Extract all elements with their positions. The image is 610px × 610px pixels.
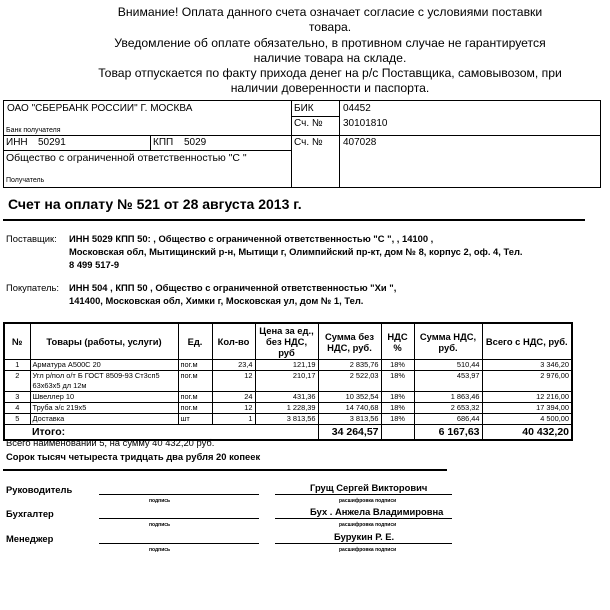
supplier-line: Московская обл, Мытищинский р-н, Мытищи г, Олимпийский пр-кт, дом № 8, корпус 2, оф. 4, Тел.: [69, 246, 523, 257]
bik-label: БИК: [294, 103, 314, 114]
notice-line: Товар отпускается по факту прихода денег на р/с Поставщика, самовывозом, при: [98, 66, 562, 81]
row-sum: 3 813,56: [318, 414, 381, 425]
row-total: 2 976,00: [482, 371, 572, 392]
row-number: 1: [4, 360, 30, 371]
row-price: 3 813,56: [255, 414, 318, 425]
row-number: 4: [4, 403, 30, 414]
corr-account-label: Сч. №: [294, 118, 323, 129]
row-vat-rate: 18%: [381, 360, 414, 371]
row-goods-name: Доставка: [30, 414, 178, 425]
signer-name: Бух . Анжела Владимировна: [310, 506, 444, 517]
totals-sum: 34 264,57: [318, 425, 381, 441]
signer-name: Грущ Сергей Викторович: [310, 482, 428, 493]
decode-line: [275, 518, 452, 519]
signature-caption: подпись: [149, 547, 171, 553]
row-price: 431,36: [255, 392, 318, 403]
signature-role: Менеджер: [6, 533, 54, 544]
row-price: 210,17: [255, 371, 318, 392]
row-goods-name: Труба э/с 219х5: [30, 403, 178, 414]
signature-role: Бухгалтер: [6, 508, 54, 519]
recipient-name: Общество с ограниченной ответственностью "С ": [6, 152, 247, 164]
buyer-label: Покупатель:: [6, 282, 59, 293]
row-vat-sum: 2 653,32: [414, 403, 482, 414]
row-unit: пог.м: [178, 371, 212, 392]
bik-value: 04452: [343, 103, 371, 114]
col-header-price: Цена за ед., без НДС, руб: [255, 323, 318, 360]
row-sum: 2 835,76: [318, 360, 381, 371]
signature-line[interactable]: [99, 518, 259, 519]
decode-line: [275, 543, 452, 544]
buyer-line: 141400, Московская обл, Химки г, Московская ул, дом № 1, Тел.: [69, 295, 364, 306]
row-total: 4 500,00: [482, 414, 572, 425]
account-value: 407028: [343, 137, 377, 148]
row-qty: 12: [212, 371, 255, 392]
totals-label: Итого:: [30, 425, 318, 441]
row-sum: 10 352,54: [318, 392, 381, 403]
buyer-block: [6, 281, 606, 311]
row-sum: 14 740,68: [318, 403, 381, 414]
col-header-goods: Товары (работы, услуги): [30, 323, 178, 360]
col-header-sum: Сумма без НДС, руб.: [318, 323, 381, 360]
col-header-qty: Кол-во: [212, 323, 255, 360]
row-qty: 24: [212, 392, 255, 403]
supplier-details: [69, 232, 523, 271]
supplier-line: ИНН 5029 КПП 50: , Общество с ограниченной ответственностью "С ", , 14100 ,: [69, 233, 434, 244]
divider: [291, 101, 292, 187]
inn-label: ИНН: [6, 137, 28, 148]
signature-caption: подпись: [149, 522, 171, 528]
signature-role: Руководитель: [6, 484, 73, 495]
row-unit: пог.м: [178, 403, 212, 414]
notice-line: Уведомление об оплате обязательно, в противном случае не гарантируется: [114, 35, 546, 50]
signature-line[interactable]: [99, 494, 259, 495]
col-header-vat-sum: Сумма НДС, руб.: [414, 323, 482, 360]
table-header-row: [4, 323, 572, 360]
invoice-title: Счет на оплату № 521 от 28 августа 2013 г.: [8, 196, 302, 212]
buyer-line: ИНН 504 , КПП 50 , Общество с ограниченной ответственностью "Хи ",: [69, 282, 397, 293]
bank-details-table: [3, 100, 601, 188]
recipient-caption: Получатель: [6, 177, 45, 184]
row-vat-rate: 18%: [381, 392, 414, 403]
notice-line: Внимание! Оплата данного счета означает согласие с условиями поставки: [117, 5, 543, 19]
row-vat-rate: 18%: [381, 414, 414, 425]
bank-name: ОАО "СБЕРБАНК РОССИИ" Г. МОСКВА: [7, 103, 193, 114]
row-total: 3 346,20: [482, 360, 572, 371]
supplier-block: [6, 232, 606, 272]
row-number: 3: [4, 392, 30, 403]
col-header-total: Всего с НДС, руб.: [482, 323, 572, 360]
table-row: [4, 414, 572, 425]
row-unit: пог.м: [178, 392, 212, 403]
totals-vat-rate: [381, 425, 414, 441]
notice-line: наличие товара на складе.: [253, 50, 407, 65]
row-vat-rate: 18%: [381, 403, 414, 414]
signature-caption: подпись: [149, 498, 171, 504]
row-qty: 23,4: [212, 360, 255, 371]
row-qty: 1: [212, 414, 255, 425]
summary-count: Всего наименований 5, на сумму 40 432,20 руб.: [6, 437, 215, 448]
account-label: Сч. №: [294, 137, 323, 148]
decode-line: [275, 494, 452, 495]
buyer-details: [69, 281, 396, 307]
supplier-label: Поставщик:: [6, 233, 57, 244]
kpp-value: 5029: [184, 137, 207, 148]
table-row: [4, 360, 572, 371]
row-goods-name: Арматура А500С 20: [30, 360, 178, 371]
row-price: 121,19: [255, 360, 318, 371]
divider: [339, 101, 340, 187]
supplier-line: 8 499 517-9: [69, 259, 120, 270]
row-vat-sum: 686,44: [414, 414, 482, 425]
inn-value: 50291: [38, 137, 66, 148]
divider: [4, 150, 291, 151]
col-header-vat-rate: НДС %: [381, 323, 414, 360]
row-number: 5: [4, 414, 30, 425]
row-vat-sum: 510,44: [414, 360, 482, 371]
title-rule: [3, 219, 585, 221]
row-unit: пог.м: [178, 360, 212, 371]
summary-words: Сорок тысяч четыреста тридцать два рубля 20 копеек: [6, 451, 261, 462]
row-qty: 12: [212, 403, 255, 414]
corr-account-value: 30101810: [343, 118, 388, 129]
divider: [150, 135, 151, 150]
divider: [291, 116, 339, 117]
decode-caption: расшифровка подписи: [339, 522, 397, 528]
divider: [4, 135, 600, 136]
row-vat-sum: 1 863,46: [414, 392, 482, 403]
notice-line: товара.: [308, 20, 352, 35]
goods-table: [3, 322, 573, 441]
row-goods-name: Угл р/пол о/т Б ГОСТ 8509-93 Ст3сп5 63х63х5 дл 12м: [30, 371, 178, 392]
summary-rule: [3, 469, 447, 471]
row-sum: 2 522,03: [318, 371, 381, 392]
table-row: [4, 392, 572, 403]
table-row: [4, 371, 572, 392]
row-unit: шт: [178, 414, 212, 425]
col-header-unit: Ед.: [178, 323, 212, 360]
decode-caption: расшифровка подписи: [339, 498, 397, 504]
row-total: 17 394,00: [482, 403, 572, 414]
totals-all: 40 432,20: [482, 425, 572, 441]
bank-caption: Банк получателя: [6, 127, 61, 134]
decode-caption: расшифровка подписи: [339, 547, 397, 553]
signature-line[interactable]: [99, 543, 259, 544]
row-goods-name: Швеллер 10: [30, 392, 178, 403]
col-header-number: №: [4, 323, 30, 360]
row-vat-rate: 18%: [381, 371, 414, 392]
row-total: 12 216,00: [482, 392, 572, 403]
row-number: 2: [4, 371, 30, 392]
notice-line: наличии доверенности и паспорта.: [230, 81, 430, 96]
payment-notice: [60, 5, 600, 97]
table-row: [4, 403, 572, 414]
row-price: 1 228,39: [255, 403, 318, 414]
row-vat-sum: 453,97: [414, 371, 482, 392]
signer-name: Бурукин Р. Е.: [334, 531, 395, 542]
totals-vat: 6 167,63: [414, 425, 482, 441]
kpp-label: КПП: [153, 137, 174, 148]
